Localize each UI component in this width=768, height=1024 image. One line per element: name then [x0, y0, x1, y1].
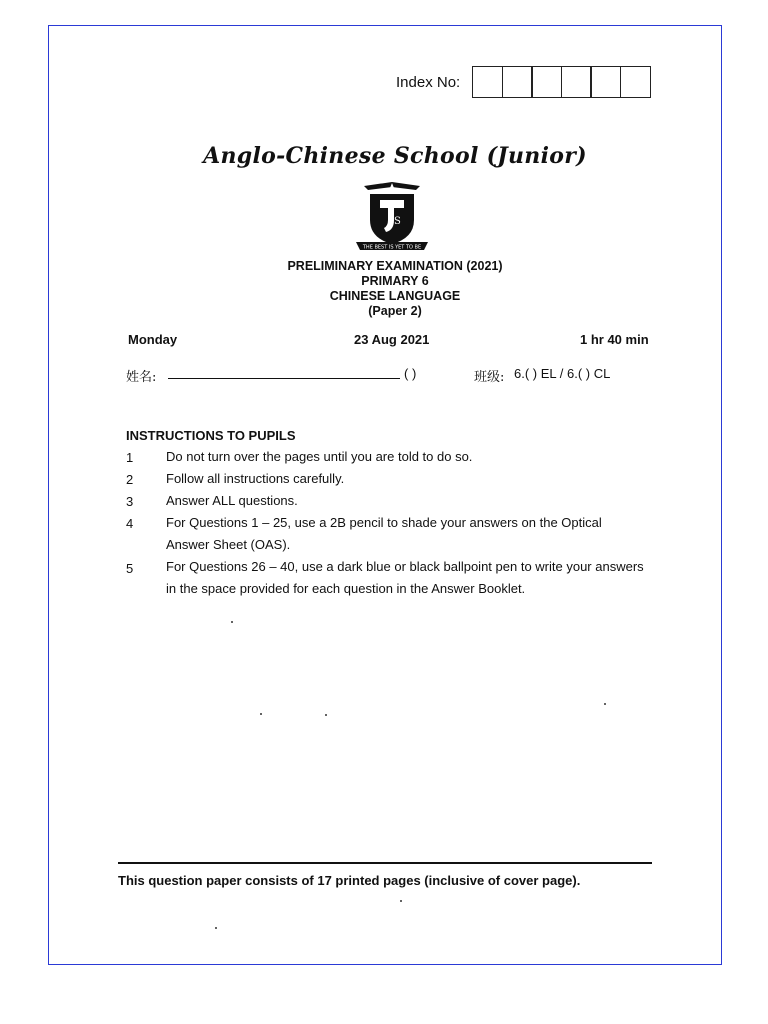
exam-date: 23 Aug 2021: [354, 332, 430, 347]
instruction-text: Do not turn over the pages until you are told to do so.: [166, 449, 473, 464]
scan-speck: [215, 927, 217, 929]
school-crest-icon: [350, 180, 434, 254]
index-box[interactable]: [590, 66, 621, 98]
index-boxes[interactable]: [472, 66, 651, 98]
exam-title-line: PRELIMINARY EXAMINATION (2021): [287, 259, 503, 273]
exam-title-line: PRIMARY 6: [361, 274, 429, 288]
exam-title: [0, 259, 768, 319]
exam-day: Monday: [128, 332, 178, 347]
class-label: 班级:: [474, 370, 505, 385]
instruction-text: Follow all instructions carefully.: [166, 471, 345, 486]
scan-speck: [231, 621, 233, 623]
scan-speck: [325, 714, 327, 716]
scan-speck: [400, 900, 402, 902]
instruction-number: 5: [126, 561, 134, 576]
instructions-heading: INSTRUCTIONS TO PUPILS: [126, 428, 296, 443]
class-field[interactable]: 6.( ) EL / 6.( ) CL: [514, 366, 611, 381]
instruction-text: For Questions 1 – 25, use a 2B pencil to shade your answers on the Optical Answer Sheet (OAS).: [166, 515, 602, 552]
crest-motto: THE BEST IS YET TO BE: [362, 244, 422, 251]
footer-rule: [118, 862, 652, 864]
index-label: Index No:: [396, 74, 461, 91]
index-box[interactable]: [531, 66, 562, 98]
name-field[interactable]: [168, 378, 400, 379]
page-count-note: This question paper consists of 17 printed pages (inclusive of cover page).: [118, 873, 581, 888]
exam-title-line: CHINESE LANGUAGE: [329, 289, 461, 303]
instruction-number: 2: [126, 472, 134, 487]
school-name: Anglo-Chinese School (Junior): [203, 143, 587, 169]
instruction-text: Answer ALL questions.: [166, 493, 298, 508]
exam-title-line: (Paper 2): [368, 304, 422, 318]
scan-speck: [260, 713, 262, 715]
name-label: 姓名:: [126, 370, 157, 385]
exam-duration: 1 hr 40 min: [580, 332, 649, 347]
instruction-number: 4: [126, 516, 134, 531]
instruction-text: For Questions 26 – 40, use a dark blue or black ballpoint pen to write your answers in the space provided for each question in the Answer Booklet.: [166, 559, 644, 596]
index-box[interactable]: [620, 66, 651, 98]
instruction-number: 3: [126, 494, 134, 509]
scan-speck: [604, 703, 606, 705]
index-box[interactable]: [561, 66, 592, 98]
index-box[interactable]: [502, 66, 533, 98]
svg-text:S: S: [394, 216, 401, 227]
index-box[interactable]: [472, 66, 503, 98]
instruction-number: 1: [126, 450, 134, 465]
register-number-field[interactable]: ( ): [404, 366, 417, 381]
